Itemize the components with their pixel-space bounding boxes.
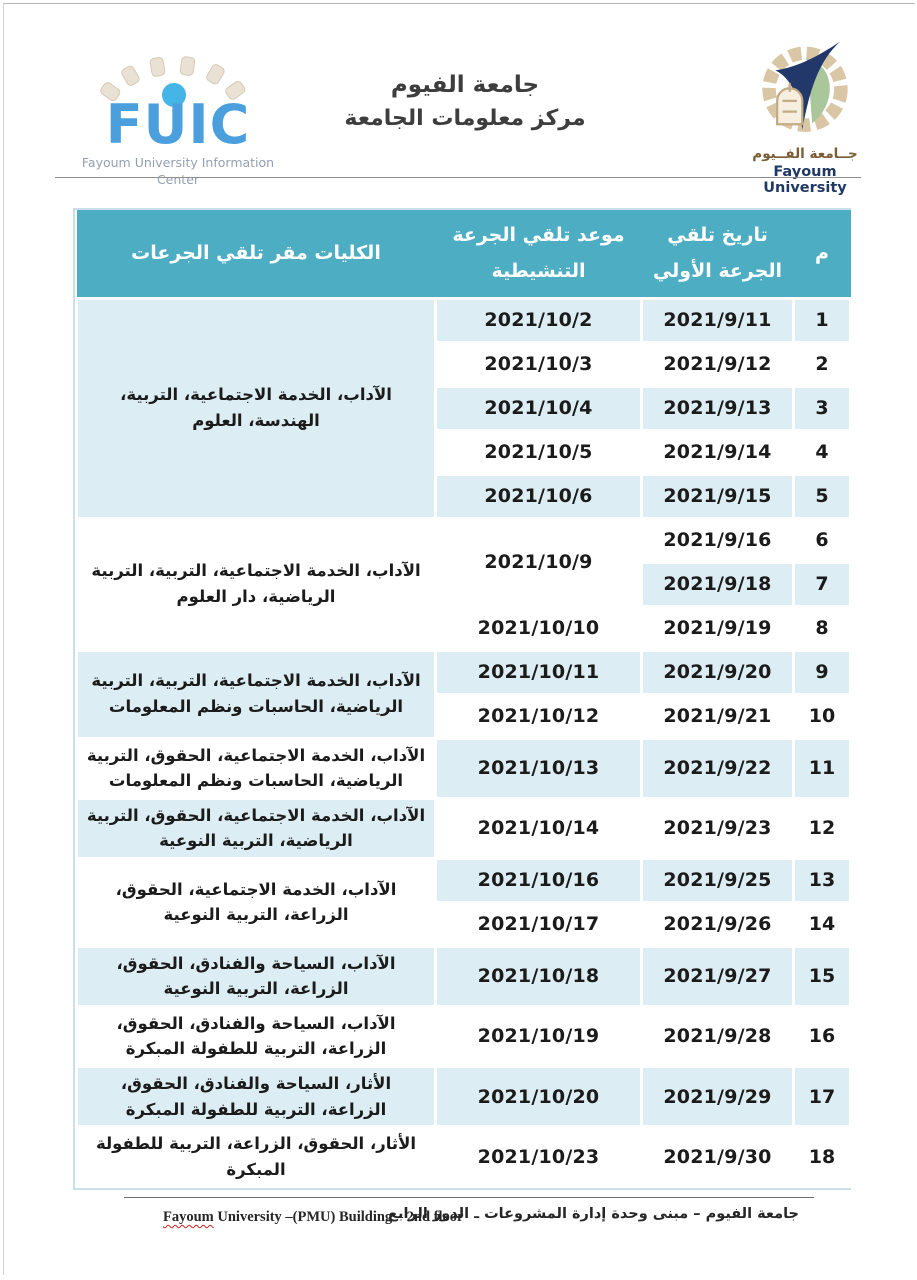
row-number-cell: 9: [794, 650, 851, 694]
footer-divider: [124, 1197, 814, 1198]
faculties-cell: الآداب، الخدمة الاجتماعية، الحقوق، التربية الرياضية، الحاسبات ونظم المعلومات: [77, 738, 436, 798]
row-number-cell: 5: [794, 474, 851, 518]
first-dose-date-cell: 2021/9/20: [642, 650, 794, 694]
booster-dose-date-cell: 2021/10/2: [436, 298, 642, 342]
table-row: [77, 650, 851, 694]
booster-dose-date-cell: 2021/10/12: [436, 694, 642, 738]
row-number-cell: 6: [794, 518, 851, 562]
row-number-cell: 3: [794, 386, 851, 430]
fayoum-university-emblem-icon: [746, 38, 864, 144]
emblem-arabic-name: جــامعة الفــيوم: [752, 146, 858, 162]
fuic-caption-line2: Center: [156, 171, 200, 187]
row-number-cell: 4: [794, 430, 851, 474]
first-dose-date-cell: 2021/9/22: [642, 738, 794, 798]
header-divider: [55, 177, 861, 178]
booster-dose-date-cell: 2021/10/3: [436, 342, 642, 386]
first-dose-date-cell: 2021/9/29: [642, 1067, 794, 1127]
table-row: [77, 738, 851, 798]
first-dose-date-cell: 2021/9/25: [642, 858, 794, 902]
first-dose-date-cell: 2021/9/26: [642, 902, 794, 946]
booster-dose-date-cell: 2021/10/4: [436, 386, 642, 430]
first-dose-date-cell: 2021/9/30: [642, 1127, 794, 1187]
fuic-logo: [58, 55, 298, 189]
faculties-cell: الآداب، الخدمة الاجتماعية، التربية، التربية الرياضية، دار العلوم: [77, 518, 436, 650]
dose-schedule-table-wrapper: [73, 208, 851, 1190]
booster-dose-date-cell: 2021/10/23: [436, 1127, 642, 1187]
table-row: [77, 1067, 851, 1127]
booster-dose-date-cell: 2021/10/14: [436, 798, 642, 858]
faculties-cell: الأثار، الحقوق، الزراعة، التربية للطفولة المبكرة: [77, 1127, 436, 1187]
booster-dose-date-cell: 2021/10/9: [436, 518, 642, 606]
row-number-cell: 18: [794, 1127, 851, 1187]
svg-text:FUIC: FUIC: [105, 93, 250, 155]
faculties-cell: الآداب، الخدمة الاجتماعية، الحقوق، الزراعة، التربية النوعية: [77, 858, 436, 946]
title-university: جامعة الفيوم: [390, 72, 540, 98]
dose-schedule-table: [75, 210, 852, 1188]
document-title: [300, 72, 630, 131]
booster-dose-date-cell: 2021/10/20: [436, 1067, 642, 1127]
first-dose-date-cell: 2021/9/12: [642, 342, 794, 386]
faculties-cell: الآداب، الخدمة الاجتماعية، الحقوق، التربية الرياضية، التربية النوعية: [77, 798, 436, 858]
table-row: [77, 798, 851, 858]
table-row: [77, 858, 851, 902]
document-header: [0, 0, 917, 196]
faculties-cell: الآداب، السياحة والفنادق، الحقوق، الزراعة، التربية النوعية: [77, 946, 436, 1006]
faculties-cell: الآداب، الخدمة الاجتماعية، التربية، الهندسة، العلوم: [77, 298, 436, 518]
first-dose-date-cell: 2021/9/13: [642, 386, 794, 430]
row-number-cell: 12: [794, 798, 851, 858]
row-number-cell: 1: [794, 298, 851, 342]
table-row: [77, 1127, 851, 1187]
booster-dose-date-cell: 2021/10/5: [436, 430, 642, 474]
row-number-cell: 14: [794, 902, 851, 946]
column-header-booster-dose-date: موعد تلقي الجرعة التنشيطية: [436, 210, 642, 298]
first-dose-date-cell: 2021/9/18: [642, 562, 794, 606]
booster-dose-date-cell: 2021/10/19: [436, 1006, 642, 1066]
faculties-cell: الآداب، الخدمة الاجتماعية، التربية، التربية الرياضية، الحاسبات ونظم المعلومات: [77, 650, 436, 738]
row-number-cell: 16: [794, 1006, 851, 1066]
first-dose-date-cell: 2021/9/15: [642, 474, 794, 518]
first-dose-date-cell: 2021/9/28: [642, 1006, 794, 1066]
row-number-cell: 8: [794, 606, 851, 650]
row-number-cell: 10: [794, 694, 851, 738]
row-number-cell: 17: [794, 1067, 851, 1127]
footer-english-fayoum: Fayoum: [163, 1209, 214, 1225]
table-header-row: [77, 210, 851, 298]
column-header-first-dose-date: تاريخ تلقي الجرعة الأولي: [642, 210, 794, 298]
table-row: [77, 518, 851, 562]
table-row: [77, 1006, 851, 1066]
footer-english-rest: University –(PMU) Building – 2nd floor: [213, 1209, 464, 1225]
table-row: [77, 298, 851, 342]
footer-arabic: جامعة الفيوم – مبنى وحدة إدارة المشروعات ـ الدور الرابع: [388, 1206, 799, 1222]
booster-dose-date-cell: 2021/10/13: [436, 738, 642, 798]
booster-dose-date-cell: 2021/10/6: [436, 474, 642, 518]
booster-dose-date-cell: 2021/10/16: [436, 858, 642, 902]
faculties-cell: الآداب، السياحة والفنادق، الحقوق، الزراعة، التربية للطفولة المبكرة: [77, 1006, 436, 1066]
first-dose-date-cell: 2021/9/19: [642, 606, 794, 650]
fuic-logo-icon: [66, 55, 291, 155]
booster-dose-date-cell: 2021/10/17: [436, 902, 642, 946]
fuic-caption-line1: Fayoum University Information: [81, 155, 275, 170]
row-number-cell: 2: [794, 342, 851, 386]
fayoum-university-logo: [735, 38, 875, 196]
first-dose-date-cell: 2021/9/23: [642, 798, 794, 858]
row-number-cell: 11: [794, 738, 851, 798]
emblem-english-name: Fayoum University: [763, 164, 847, 196]
booster-dose-date-cell: 2021/10/18: [436, 946, 642, 1006]
column-header-faculties: الكليات مقر تلقي الجرعات: [77, 210, 436, 298]
first-dose-date-cell: 2021/9/27: [642, 946, 794, 1006]
first-dose-date-cell: 2021/9/14: [642, 430, 794, 474]
first-dose-date-cell: 2021/9/16: [642, 518, 794, 562]
row-number-cell: 7: [794, 562, 851, 606]
table-row: [77, 946, 851, 1006]
first-dose-date-cell: 2021/9/11: [642, 298, 794, 342]
title-information-center: مركز معلومات الجامعة: [344, 106, 586, 131]
first-dose-date-cell: 2021/9/21: [642, 694, 794, 738]
booster-dose-date-cell: 2021/10/11: [436, 650, 642, 694]
schedule-table-body: [77, 298, 851, 1187]
row-number-cell: 15: [794, 946, 851, 1006]
column-header-number: م: [794, 210, 851, 298]
booster-dose-date-cell: 2021/10/10: [436, 606, 642, 650]
row-number-cell: 13: [794, 858, 851, 902]
faculties-cell: الأثار، السياحة والفنادق، الحقوق، الزراعة، التربية للطفولة المبكرة: [77, 1067, 436, 1127]
